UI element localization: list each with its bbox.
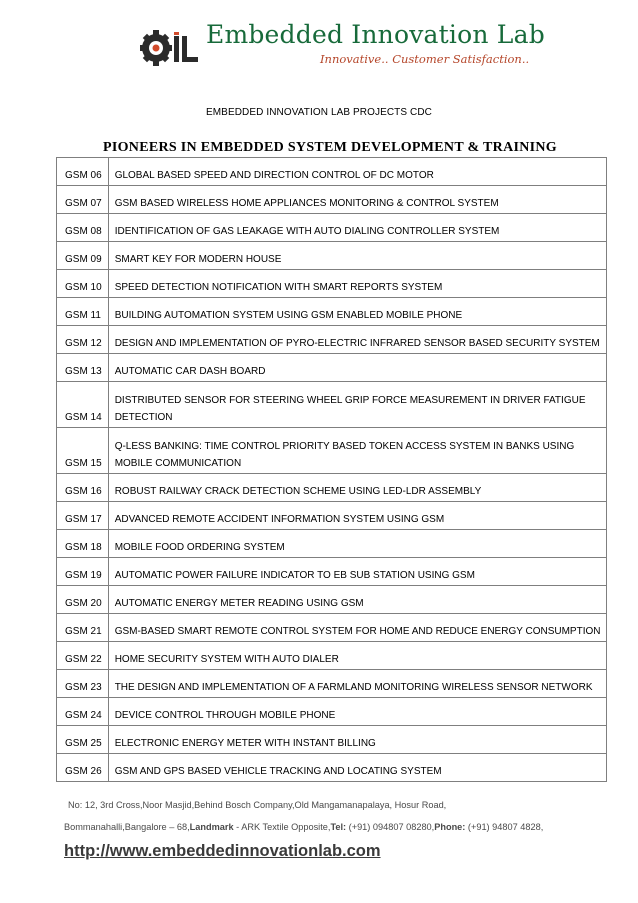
project-row [57, 502, 607, 530]
tel-value: (+91) 094807 08280, [346, 822, 435, 832]
project-row [57, 530, 607, 558]
project-title: GSM BASED WIRELESS HOME APPLIANCES MONITORING & CONTROL SYSTEM [108, 186, 607, 214]
project-code: GSM 07 [57, 186, 109, 214]
footer-address: No: 12, 3rd Cross,Noor Masjid,Behind Bosch Company,Old Mangamanapalaya, Hosur Road, [68, 800, 447, 810]
project-code: GSM 13 [57, 354, 109, 382]
project-row [57, 158, 607, 186]
project-code: GSM 26 [57, 754, 109, 782]
project-title: DISTRIBUTED SENSOR FOR STEERING WHEEL GRIP FORCE MEASUREMENT IN DRIVER FATIGUE DETECTION [108, 382, 607, 428]
project-title: ADVANCED REMOTE ACCIDENT INFORMATION SYSTEM USING GSM [108, 502, 607, 530]
project-row [57, 698, 607, 726]
gear-logo-icon [140, 26, 202, 70]
project-code: GSM 25 [57, 726, 109, 754]
project-code: GSM 24 [57, 698, 109, 726]
project-title: ROBUST RAILWAY CRACK DETECTION SCHEME USING LED-LDR ASSEMBLY [108, 474, 607, 502]
project-row [57, 186, 607, 214]
project-title: SPEED DETECTION NOTIFICATION WITH SMART REPORTS SYSTEM [108, 270, 607, 298]
project-row [57, 642, 607, 670]
project-title: AUTOMATIC POWER FAILURE INDICATOR TO EB SUB STATION USING GSM [108, 558, 607, 586]
document-header: EMBEDDED INNOVATION LAB PROJECTS CDC [205, 107, 433, 118]
project-title: AUTOMATIC ENERGY METER READING USING GSM [108, 586, 607, 614]
project-title: ELECTRONIC ENERGY METER WITH INSTANT BILLING [108, 726, 607, 754]
project-title: MOBILE FOOD ORDERING SYSTEM [108, 530, 607, 558]
tel-label: Tel: [330, 822, 347, 832]
projects-table [56, 157, 607, 782]
project-row [57, 754, 607, 782]
project-code: GSM 11 [57, 298, 109, 326]
project-code: GSM 17 [57, 502, 109, 530]
project-row [57, 614, 607, 642]
project-code: GSM 16 [57, 474, 109, 502]
project-row [57, 354, 607, 382]
project-row [57, 270, 607, 298]
project-code: GSM 10 [57, 270, 109, 298]
project-title: GSM-BASED SMART REMOTE CONTROL SYSTEM FOR HOME AND REDUCE ENERGY CONSUMPTION [108, 614, 607, 642]
phone-value: (+91) 94807 4828, [465, 822, 544, 832]
project-code: GSM 12 [57, 326, 109, 354]
brand-name: Embedded Innovation Lab [206, 20, 545, 49]
project-title: Q-LESS BANKING: TIME CONTROL PRIORITY BASED TOKEN ACCESS SYSTEM IN BANKS USING MOBILE COMMUNICATION [108, 428, 607, 474]
document-title: PIONEERS IN EMBEDDED SYSTEM DEVELOPMENT & TRAINING [103, 140, 557, 155]
project-title: AUTOMATIC CAR DASH BOARD [108, 354, 607, 382]
footer-contact [64, 822, 543, 832]
project-title: SMART KEY FOR MODERN HOUSE [108, 242, 607, 270]
project-row [57, 586, 607, 614]
project-code: GSM 18 [57, 530, 109, 558]
project-code: GSM 21 [57, 614, 109, 642]
company-logo [140, 20, 545, 76]
project-code: GSM 22 [57, 642, 109, 670]
brand-tagline: Innovative.. Customer Satisfaction.. [320, 52, 530, 66]
landmark-text: - ARK Textile Opposite, [233, 822, 331, 832]
project-title: BUILDING AUTOMATION SYSTEM USING GSM ENABLED MOBILE PHONE [108, 298, 607, 326]
landmark-label: Landmark [189, 822, 234, 832]
project-code: GSM 09 [57, 242, 109, 270]
project-row [57, 382, 607, 428]
project-code: GSM 08 [57, 214, 109, 242]
project-code: GSM 15 [57, 428, 109, 474]
project-row [57, 242, 607, 270]
project-title: DESIGN AND IMPLEMENTATION OF PYRO-ELECTRIC INFRARED SENSOR BASED SECURITY SYSTEM [108, 326, 607, 354]
project-row [57, 726, 607, 754]
project-row [57, 214, 607, 242]
website-link[interactable]: http://www.embeddedinnovationlab.com [64, 842, 381, 860]
project-row [57, 298, 607, 326]
project-code: GSM 14 [57, 382, 109, 428]
project-row [57, 326, 607, 354]
project-code: GSM 20 [57, 586, 109, 614]
project-code: GSM 23 [57, 670, 109, 698]
project-row [57, 670, 607, 698]
project-title: HOME SECURITY SYSTEM WITH AUTO DIALER [108, 642, 607, 670]
project-row [57, 474, 607, 502]
project-title: DEVICE CONTROL THROUGH MOBILE PHONE [108, 698, 607, 726]
project-title: GSM AND GPS BASED VEHICLE TRACKING AND LOCATING SYSTEM [108, 754, 607, 782]
project-title: GLOBAL BASED SPEED AND DIRECTION CONTROL OF DC MOTOR [108, 158, 607, 186]
project-row [57, 558, 607, 586]
project-code: GSM 06 [57, 158, 109, 186]
project-row [57, 428, 607, 474]
phone-label: Phone: [434, 822, 466, 832]
project-title: IDENTIFICATION OF GAS LEAKAGE WITH AUTO DIALING CONTROLLER SYSTEM [108, 214, 607, 242]
project-code: GSM 19 [57, 558, 109, 586]
footer-city: Bommanahalli,Bangalore – 68, [64, 822, 190, 832]
project-title: THE DESIGN AND IMPLEMENTATION OF A FARMLAND MONITORING WIRELESS SENSOR NETWORK [108, 670, 607, 698]
